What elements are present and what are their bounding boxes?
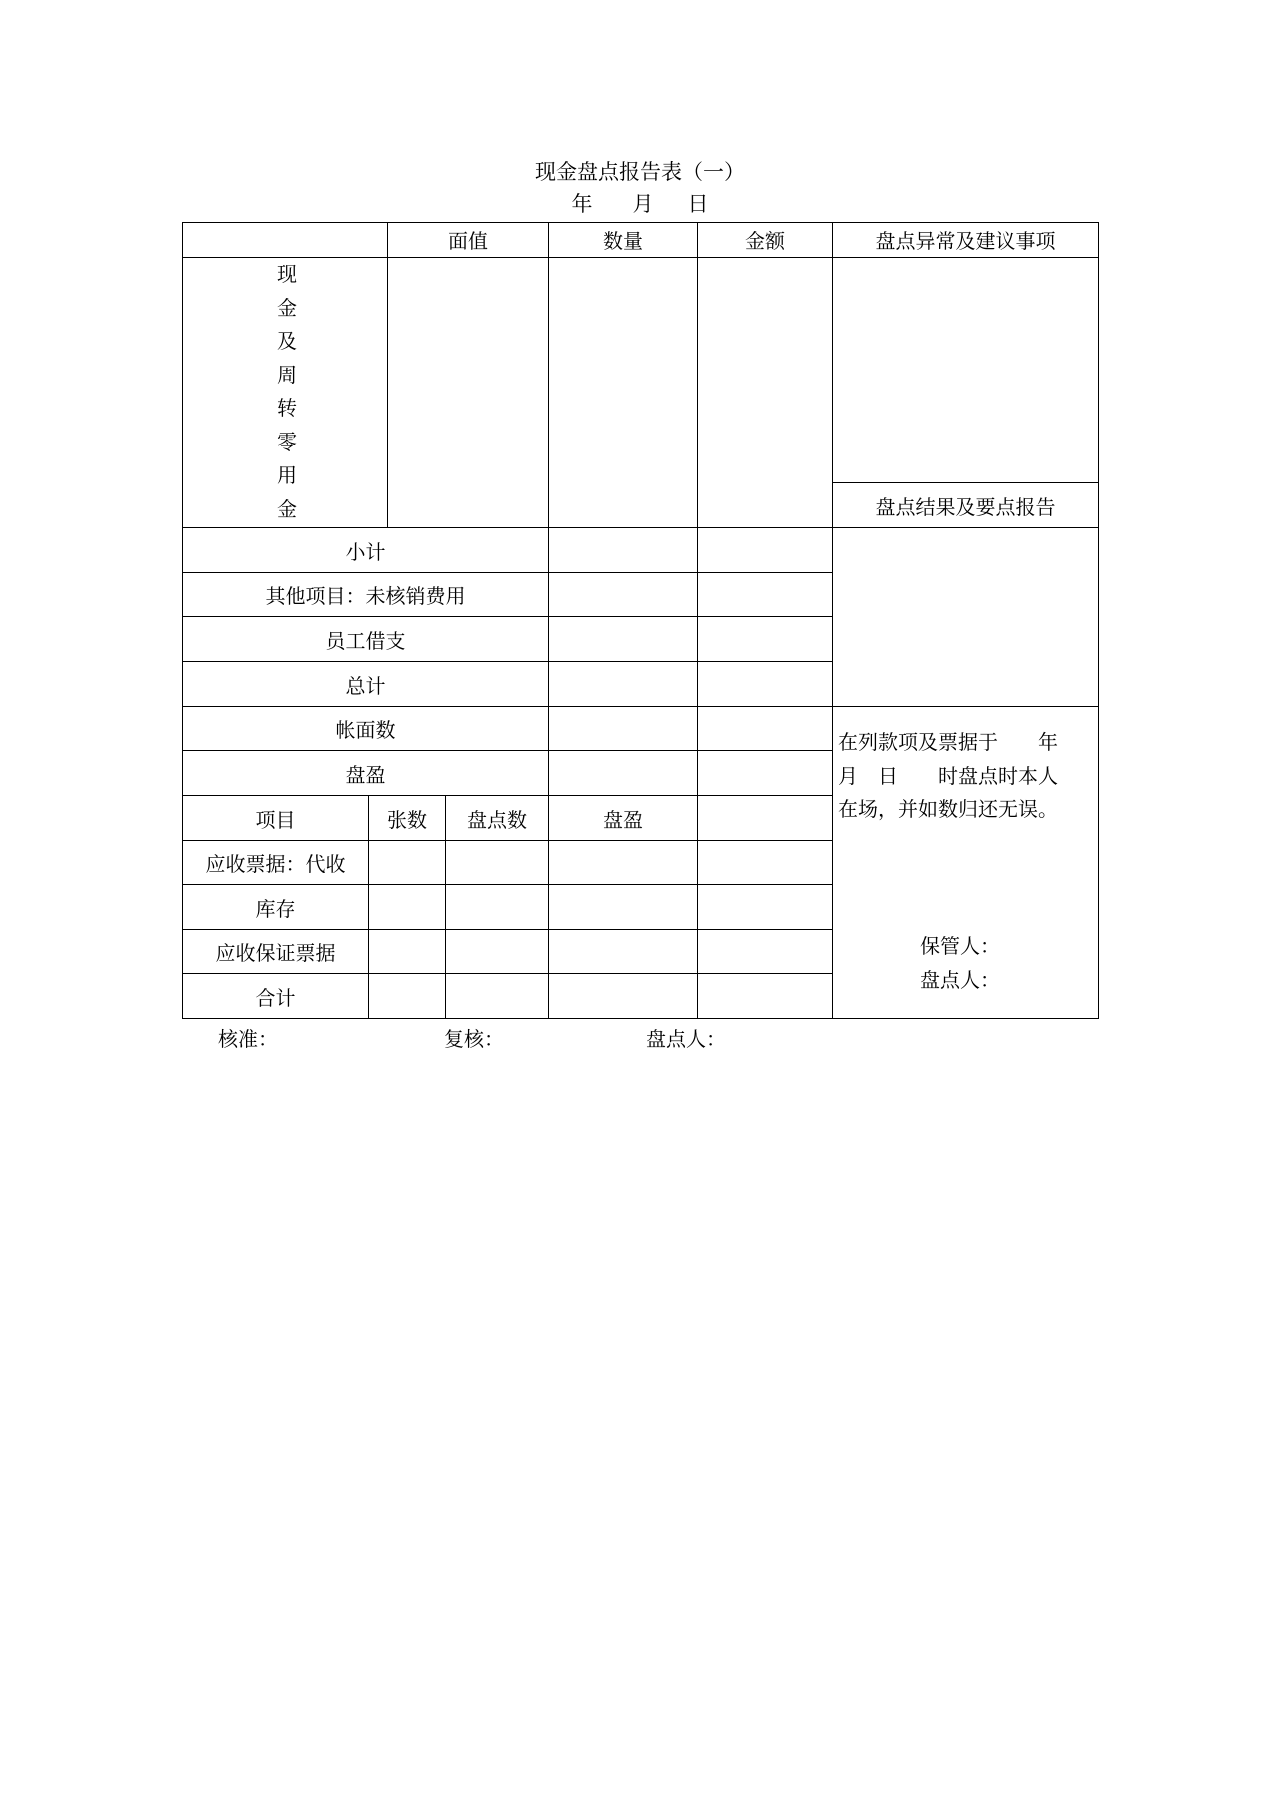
cash-label-char: 周 [277,362,297,387]
cash-label-char: 用 [277,463,297,487]
bill-header-sheets: 张数 [387,807,427,832]
header-quantity: 数量 [603,229,643,253]
date-line [0,188,1280,218]
cash-section-label [272,258,302,526]
bill-row-receivable: 应收票据：代收 [205,852,346,876]
confirmation-line: 在场，并如数归还无误。 [838,797,1058,821]
footer-approved-label: 核准： [218,1027,278,1051]
counter-label: 盘点人： [920,968,1000,992]
cash-label-char: 金 [277,496,297,521]
date-month: 月 [632,192,654,216]
cash-label-char: 零 [277,429,297,454]
custodian-label: 保管人： [920,934,1000,958]
bill-row-total: 合计 [255,985,296,1010]
header-amount: 金额 [745,229,785,253]
bill-header-surplus: 盘盈 [603,807,643,832]
cash-label-char: 金 [277,295,297,320]
row-book-amount-label: 帐面数 [335,718,396,742]
footer-reviewed-label: 复核： [444,1027,504,1051]
date-year: 年 [571,192,593,216]
confirmation-line: 月 日 时盘点时本人 [838,763,1058,788]
bill-header-count: 盘点数 [467,807,527,832]
header-anomalies: 盘点异常及建议事项 [875,229,1056,253]
footer-counted-by-label: 盘点人： [646,1027,726,1051]
row-surplus-label: 盘盈 [345,762,386,787]
row-employee-advances-label: 员工借支 [325,628,406,653]
confirmation-statement [838,726,1088,827]
cash-label-char: 及 [277,329,297,353]
document-title: 现金盘点报告表（一） [535,160,745,184]
header-denomination: 面值 [448,229,488,253]
bill-row-guarantee: 应收保证票据 [215,941,336,965]
cash-label-char: 现 [277,262,297,286]
row-total-label: 总计 [345,673,386,698]
confirmation-line: 在列款项及票据于 年 [838,730,1058,754]
cash-label-char: 转 [277,396,297,420]
result-report-header: 盘点结果及要点报告 [875,494,1056,519]
row-subtotal-label: 小计 [345,539,386,564]
bill-header-item: 项目 [255,807,296,832]
bill-row-inventory: 库存 [255,896,296,921]
date-day: 日 [687,192,709,216]
row-other-items-label: 其他项目：未核销费用 [265,584,466,608]
